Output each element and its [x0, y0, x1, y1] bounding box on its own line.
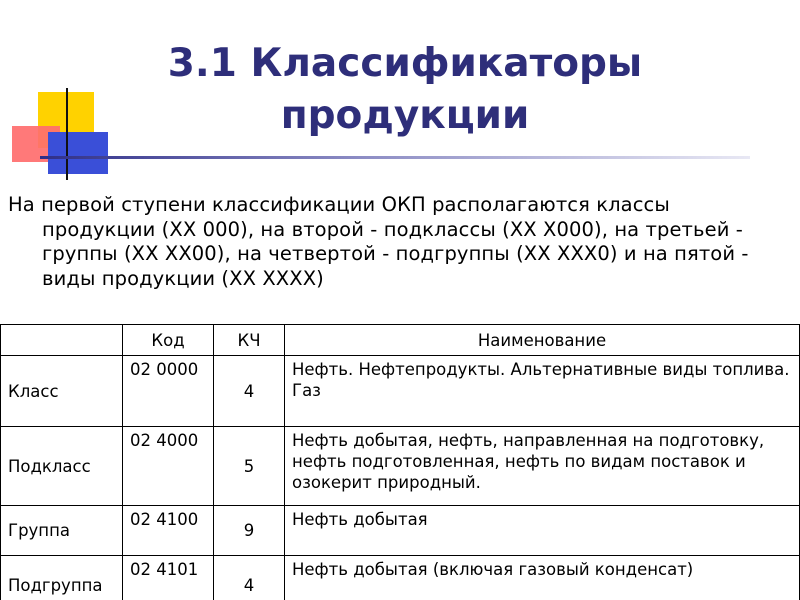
cell-code: 02 4100 [123, 506, 214, 556]
table-row [1, 427, 800, 506]
cell-kch: 4 [214, 556, 285, 600]
cell-type: Класс [1, 356, 123, 427]
table-row [1, 506, 800, 556]
cell-code: 02 4000 [123, 427, 214, 506]
cell-type: Подгруппа [1, 556, 123, 600]
okp-table [0, 324, 800, 600]
header-type [1, 325, 123, 356]
decoration-vertical-line [66, 88, 68, 180]
table-row [1, 356, 800, 427]
slide-title [95, 38, 715, 142]
cell-type: Группа [1, 506, 123, 556]
intro-paragraph: На первой ступени классификации ОКП располагаются классы продукции (XX 000), на второй - подклассы (XX X000), на третьей - группы (XX XX00), на четвертой - подгруппы (XX XXX0) и на пятой - виды продукции (XX XXXX) [8, 193, 749, 290]
cell-name: Нефть. Нефтепродукты. Альтернативные виды топлива. Газ [285, 356, 800, 427]
table-row [1, 556, 800, 600]
cell-name: Нефть добытая, нефть, направленная на подготовку, нефть подготовленная, нефть по видам поставок и озокерит природный. [285, 427, 800, 506]
cell-name: Нефть добытая [285, 506, 800, 556]
header-name: Наименование [285, 325, 800, 356]
header-kch: КЧ [214, 325, 285, 356]
table-header-row [1, 325, 800, 356]
header-code: Код [123, 325, 214, 356]
decoration-divider-line [40, 156, 750, 159]
slide-title-line-1: 3.1 Классификаторы [167, 41, 643, 86]
cell-kch: 5 [214, 427, 285, 506]
cell-code: 02 4101 [123, 556, 214, 600]
cell-kch: 4 [214, 356, 285, 427]
cell-code: 02 0000 [123, 356, 214, 427]
cell-type: Подкласс [1, 427, 123, 506]
cell-kch: 9 [214, 506, 285, 556]
slide-title-line-2: продукции [280, 93, 530, 138]
cell-name: Нефть добытая (включая газовый конденсат) [285, 556, 800, 600]
